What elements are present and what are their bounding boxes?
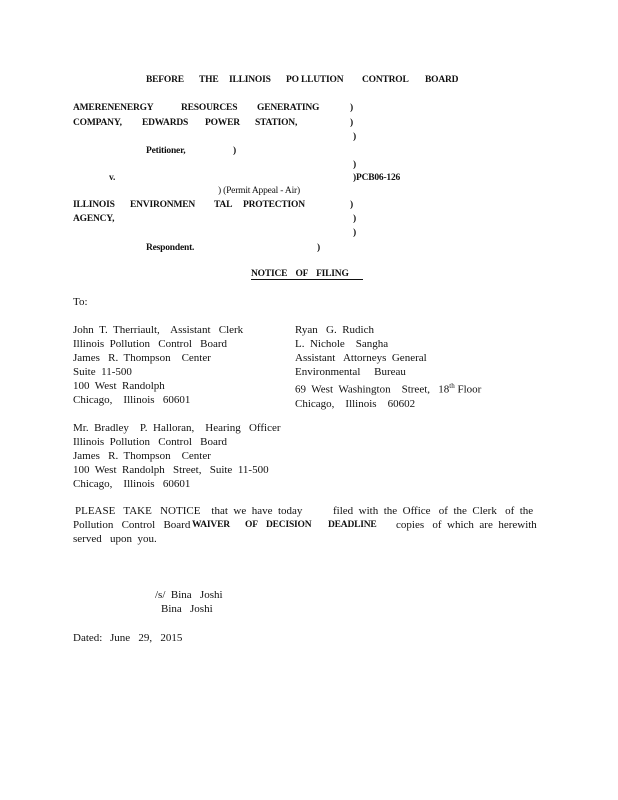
title-word: THE bbox=[199, 75, 219, 85]
address-line: Assistant Attorneys General bbox=[295, 352, 427, 364]
bracket-paren: ) bbox=[350, 103, 353, 113]
bracket-paren: ) bbox=[233, 146, 236, 156]
petitioner-word: POWER bbox=[205, 118, 240, 128]
address-hearing-officer bbox=[73, 421, 281, 491]
case-number: )PCB06-126 bbox=[353, 173, 401, 183]
petitioner-word: COMPANY, bbox=[73, 118, 122, 128]
address-line: John T. Therriault, Assistant Clerk bbox=[73, 324, 244, 336]
notice-line: Pollution Control Board bbox=[73, 519, 191, 531]
address-line: Ryan G. Rudich bbox=[295, 324, 374, 336]
respondent-word: ENVIRONMEN bbox=[130, 200, 196, 210]
notice-line: PLEASE TAKE NOTICE that we have today bbox=[75, 505, 303, 517]
address-line: Mr. Bradley P. Halloran, Hearing Officer bbox=[73, 422, 281, 434]
address-line: Illinois Pollution Control Board bbox=[73, 436, 228, 448]
petitioner-word: RESOURCES bbox=[181, 103, 238, 113]
notice-bold-word: OF bbox=[245, 520, 258, 530]
respondent-word: PROTECTION bbox=[243, 200, 305, 210]
address-line: Environmental Bureau bbox=[295, 366, 406, 378]
dated-label: Dated: bbox=[73, 632, 103, 644]
petitioner-word: STATION, bbox=[255, 118, 298, 128]
address-line: Illinois Pollution Control Board bbox=[73, 338, 228, 350]
bracket-paren: ) bbox=[353, 160, 356, 170]
title-word: BEFORE bbox=[146, 75, 184, 85]
address-line: 100 West Randolph Street, Suite 11-500 bbox=[73, 464, 269, 476]
floor-word: Floor bbox=[454, 383, 482, 396]
address-clerk bbox=[73, 323, 243, 407]
petitioner-word: EDWARDS bbox=[142, 118, 189, 128]
notice-line: filed with the Office of the Clerk of the bbox=[333, 505, 534, 517]
bracket-paren: ) bbox=[353, 214, 356, 224]
address-line: James R. Thompson Center bbox=[73, 352, 211, 364]
petitioner-word: GENERATING bbox=[257, 103, 320, 113]
bracket-paren: ) bbox=[353, 228, 356, 238]
notice-line: served upon you. bbox=[73, 533, 157, 545]
respondent-label: Respondent. bbox=[146, 243, 195, 253]
notice-line: copies of which are herewith bbox=[396, 519, 537, 531]
bracket-paren: ) bbox=[353, 132, 356, 142]
to-label: To: bbox=[73, 296, 88, 308]
title-word: ILLINOIS bbox=[229, 75, 271, 85]
title-word: BOARD bbox=[425, 75, 459, 85]
petitioner-label: Petitioner, bbox=[146, 146, 186, 156]
notice-bold-word: DECISION bbox=[266, 520, 312, 530]
address-line: James R. Thompson Center bbox=[73, 450, 211, 462]
respondent-word: AGENCY, bbox=[73, 214, 115, 224]
address-attorneys bbox=[295, 323, 481, 411]
address-line: 100 West Randolph bbox=[73, 380, 165, 392]
floor-ordinal: th bbox=[449, 382, 455, 390]
address-street: 69 West Washington Street, 18 bbox=[295, 383, 450, 396]
address-line bbox=[295, 379, 481, 397]
address-line: L. Nichole Sangha bbox=[295, 338, 389, 350]
signature-name: Bina Joshi bbox=[161, 603, 213, 615]
address-line: Suite 11-500 bbox=[73, 366, 132, 378]
address-line: Chicago, Illinois 60602 bbox=[295, 397, 416, 410]
bracket-paren: ) bbox=[350, 118, 353, 128]
title-word: CONTROL bbox=[362, 75, 409, 85]
petitioner-word: AMERENENERGY bbox=[73, 103, 154, 113]
address-line: Chicago, Illinois 60601 bbox=[73, 478, 191, 490]
bracket-paren: ) bbox=[350, 200, 353, 210]
address-line: Chicago, Illinois 60601 bbox=[73, 394, 191, 406]
appeal-type: ) (Permit Appeal - Air) bbox=[218, 186, 300, 196]
dated-value: June 29, 2015 bbox=[110, 632, 183, 644]
respondent-word: ILLINOIS bbox=[73, 200, 115, 210]
title-word: PO LLUTION bbox=[286, 75, 344, 85]
versus-label: v. bbox=[109, 173, 116, 183]
signature-slash: /s/ Bina Joshi bbox=[155, 589, 223, 601]
notice-heading: NOTICE OF FILING bbox=[251, 269, 363, 280]
notice-bold-word: WAIVER bbox=[192, 520, 230, 530]
bracket-paren: ) bbox=[317, 243, 320, 253]
notice-bold-word: DEADLINE bbox=[328, 520, 377, 530]
respondent-word: TAL bbox=[214, 200, 233, 210]
